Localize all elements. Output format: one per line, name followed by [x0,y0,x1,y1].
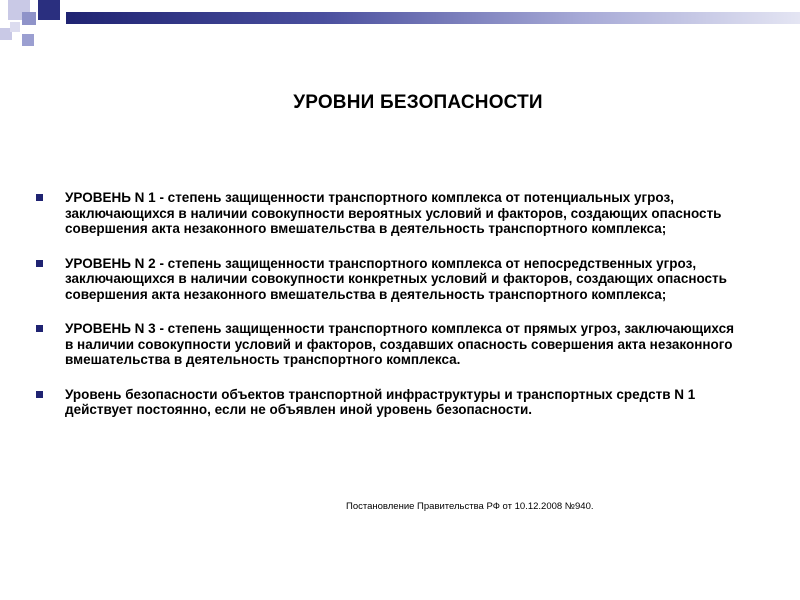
decor-square [10,22,20,32]
decor-square [38,0,60,20]
square-bullet-icon [36,391,43,398]
bullet-item [36,321,746,368]
bullet-list [36,190,746,437]
bullet-text: УРОВЕНЬ N 2 - степень защищенности транспортного комплекса от непосредственных угроз, заключающихся в наличии совокупности конкретных условий и факторов, создающих опасность совершения акта незаконного вмешательства в деятельность транспортного комплекса; [65,255,727,302]
bullet-text: УРОВЕНЬ N 3 - степень защищенности транспортного комплекса от прямых угроз, заключающихся в наличии совокупности условий и факторов, создавших опасность совершения акта незаконного вмешательства в деятельность транспортного комплекса. [65,321,734,367]
slide-title: УРОВНИ БЕЗОПАСНОСТИ [293,92,543,113]
bullet-text: УРОВЕНЬ N 1 - степень защищенности транспортного комплекса от потенциальных угроз, заключающихся в наличии совокупности вероятных условий и факторов, создающих опасность совершения акта незаконного вмешательства в деятельность транспортного комплекса; [65,190,722,236]
decor-square [22,34,34,46]
bullet-item [36,387,746,418]
bullet-item [36,190,746,237]
source-citation: Постановление Правительства РФ от 10.12.2008 №940. [346,501,594,512]
decor-square [22,12,36,25]
bullet-text: Уровень безопасности объектов транспортной инфраструктуры и транспортных средств N 1 действует постоянно, если не объявлен иной уровень безопасности. [65,386,696,417]
header-gradient-bar [66,12,800,24]
square-bullet-icon [36,325,43,332]
square-bullet-icon [36,194,43,201]
bullet-item [36,256,746,303]
square-bullet-icon [36,260,43,267]
